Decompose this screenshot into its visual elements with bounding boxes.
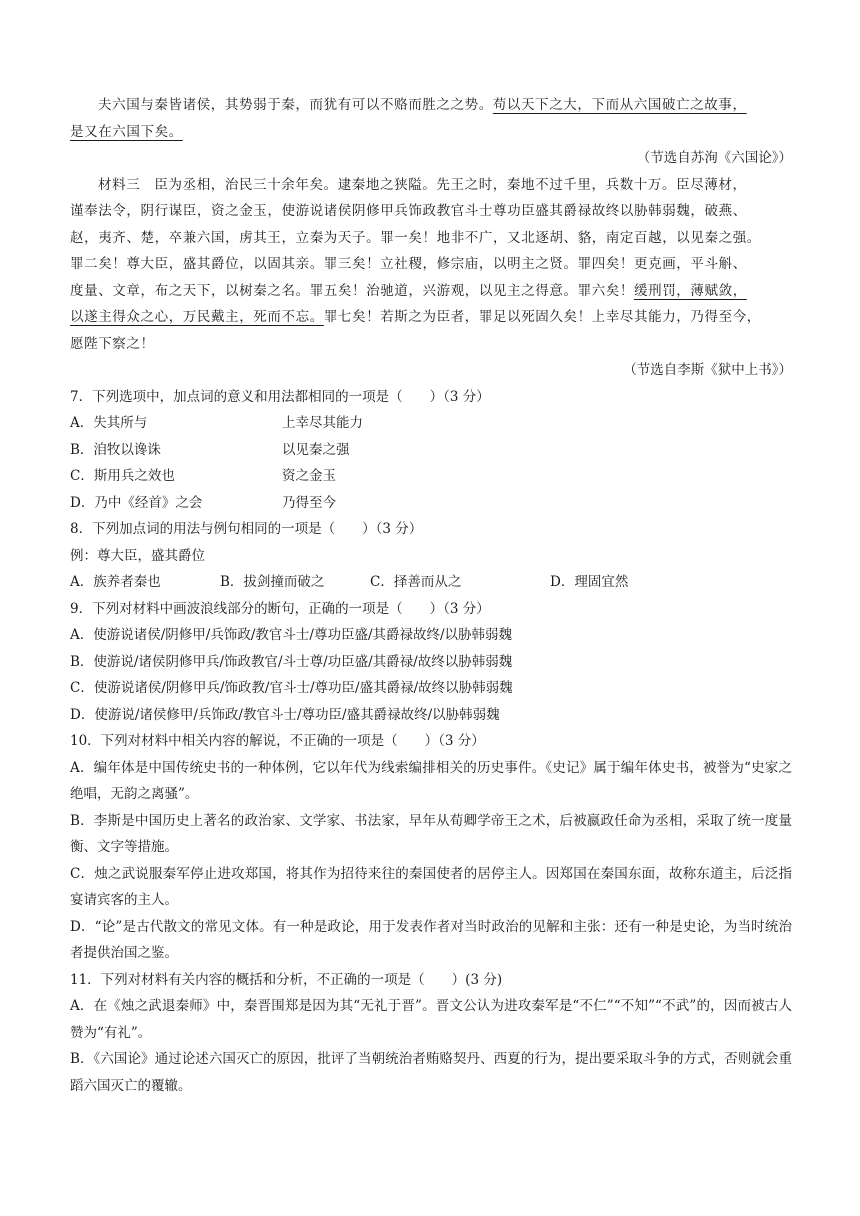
q9-option-a: A．使游说诸侯/阴修甲/兵饰政/教官斗士/尊功臣盛/其爵禄故终/以胁韩弱魏	[70, 627, 513, 643]
q11-option-b: B．《六国论》通过论述六国灭亡的原因，批评了当朝统治者贿赂契丹、西夏的行为，提出要采取斗争的方式，否则就会重蹈六国灭亡的覆辙。	[70, 1051, 792, 1094]
passage-line	[70, 119, 792, 146]
q7-option-row	[70, 437, 792, 464]
q8-option-c: C．择善而从之	[370, 574, 462, 590]
passage-text: 罪七矣！若斯之为臣者，罪足以死固久矣！上幸尽其能力，乃得至今，	[323, 309, 761, 325]
question-11-stem: 11．下列对材料有关内容的概括和分析，不正确的一项是（ ）(3 分)	[70, 971, 503, 988]
q7-option-b-right: 以见秦之强	[282, 441, 350, 458]
q7-option-row	[70, 463, 792, 490]
q11-option-a: A．在《烛之武退秦师》中，秦晋围郑是因为其“无礼于晋”。晋文公认为进攻秦军是“不仁”“不知”“不武”的，因而被古人赞为“有礼”。	[70, 998, 792, 1041]
question-7-stem: 7．下列选项中，加点词的意义和用法都相同的一项是（ ）（3 分）	[70, 388, 490, 405]
q7-option-a-left: A．失其所与	[70, 415, 148, 431]
underlined-text: 是又在六国下矣。	[70, 123, 183, 140]
passage-text: 度量、文章，布之天下，以树秦之名。罪五矣！治驰道，兴游观，以见主之得意。罪六矣！	[70, 282, 634, 299]
q7-option-b-left: B．洎牧以谗诛	[70, 441, 161, 458]
q9-option-c: C．使游说诸侯/阴修甲兵/饰政教/官斗士/尊功臣/盛其爵禄/故终以胁韩弱魏	[70, 680, 513, 696]
passage-line: 材料三 臣为丞相，治民三十余年矣。逮秦地之狭隘。先王之时，秦地不过千里，兵数十万。臣尽薄材，	[98, 176, 747, 193]
q10-option-d: D．“论”是古代散文的常见文体。有一种是政论，用于发表作者对当时政治的见解和主张：还有一种是史论，为当时统治者提供治国之鉴。	[70, 918, 792, 961]
q7-option-a-right: 上幸尽其能力	[282, 415, 363, 431]
q9-option-b: B．使游说/诸侯阴修甲兵/饰政教官/斗士尊/功臣盛/其爵禄/故终以胁韩弱魏	[70, 653, 513, 670]
q7-option-c-right: 资之金玉	[282, 468, 336, 484]
passage-line: 谨奉法令，阴行谋臣，资之金玉，使游说诸侯阴修甲兵饰政教官斗士尊功臣盛其爵禄故终以胁韩弱魏，破燕、	[70, 203, 747, 219]
underlined-text: 缓刑罚，薄赋敛，	[634, 282, 747, 299]
underlined-text: 苟以天下之大，下而从六国破亡之故事，	[492, 97, 747, 113]
q7-option-d-right: 乃得至今	[282, 494, 336, 511]
q7-option-row	[70, 410, 792, 437]
passage-text: 夫六国与秦皆诸侯，其势弱于秦，而犹有可以不赂而胜之之势。	[98, 97, 493, 113]
q7-option-d-left: D．乃中《经首》之会	[70, 494, 203, 511]
q8-option-d: D．理固宜然	[550, 574, 629, 590]
q7-option-c-left: C．斯用兵之效也	[70, 468, 175, 484]
passage-line: 赵，夷齐、楚，卒兼六国，虏其王，立秦为天子。罪一矣！地非不广，又北逐胡、貉，南定百越，以见秦之强。	[70, 229, 761, 246]
passage-line: 罪二矣！尊大臣，盛其爵位，以固其亲。罪三矣！立社稷，修宗庙，以明主之贤。罪四矣！更克画，平斗斛、	[70, 256, 747, 272]
passage-line: 愿陛下察之！	[70, 335, 155, 352]
passage-line	[70, 278, 792, 305]
passage-line	[70, 92, 792, 119]
question-8-stem: 8．下列加点词的用法与例句相同的一项是（ ）（3 分）	[70, 521, 423, 537]
q8-options	[70, 569, 792, 596]
source-citation: （节选自李斯《狱中上书》）	[623, 362, 792, 378]
q8-option-b: B．拔剑撞而破之	[220, 574, 325, 590]
q10-option-b: B．李斯是中国历史上著名的政治家、文学家、书法家，早年从荀卿学帝王之术，后被嬴政任命为丞相，采取了统一度量衡、文字等措施。	[70, 812, 792, 855]
q8-option-a: A．族养者秦也	[70, 574, 161, 590]
q10-option-c: C．烛之武说服秦军停止进攻郑国，将其作为招待来往的秦国使者的居停主人。因郑国在秦国东面，故称东道主，后泛指宴请宾客的主人。	[70, 865, 792, 908]
question-9-stem: 9．下列对材料中画波浪线部分的断句，正确的一项是（ ）（3 分）	[70, 600, 490, 617]
passage-line	[70, 304, 792, 331]
underlined-text: 以遂主得众之心，万民戴主，死而不忘。	[70, 309, 324, 325]
q10-option-a: A．编年体是中国传统史书的一种体例，它以年代为线索编排相关的历史事件。《史记》属于编年体史书，被誉为“史家之绝唱，无韵之离骚”。	[70, 759, 792, 802]
q7-option-row	[70, 490, 792, 517]
question-10-stem: 10．下列对材料中相关内容的解说，不正确的一项是（ ）（3 分）	[70, 733, 485, 749]
q9-option-d: D．使游说/诸侯修甲/兵饰政/教官斗士/尊功臣/盛其爵禄故终/以胁韩弱魏	[70, 706, 500, 723]
exam-page	[70, 92, 792, 1099]
source-citation: （节选自苏洵《六国论》）	[636, 150, 792, 166]
question-8-example: 例：尊大臣，盛其爵位	[70, 547, 205, 564]
